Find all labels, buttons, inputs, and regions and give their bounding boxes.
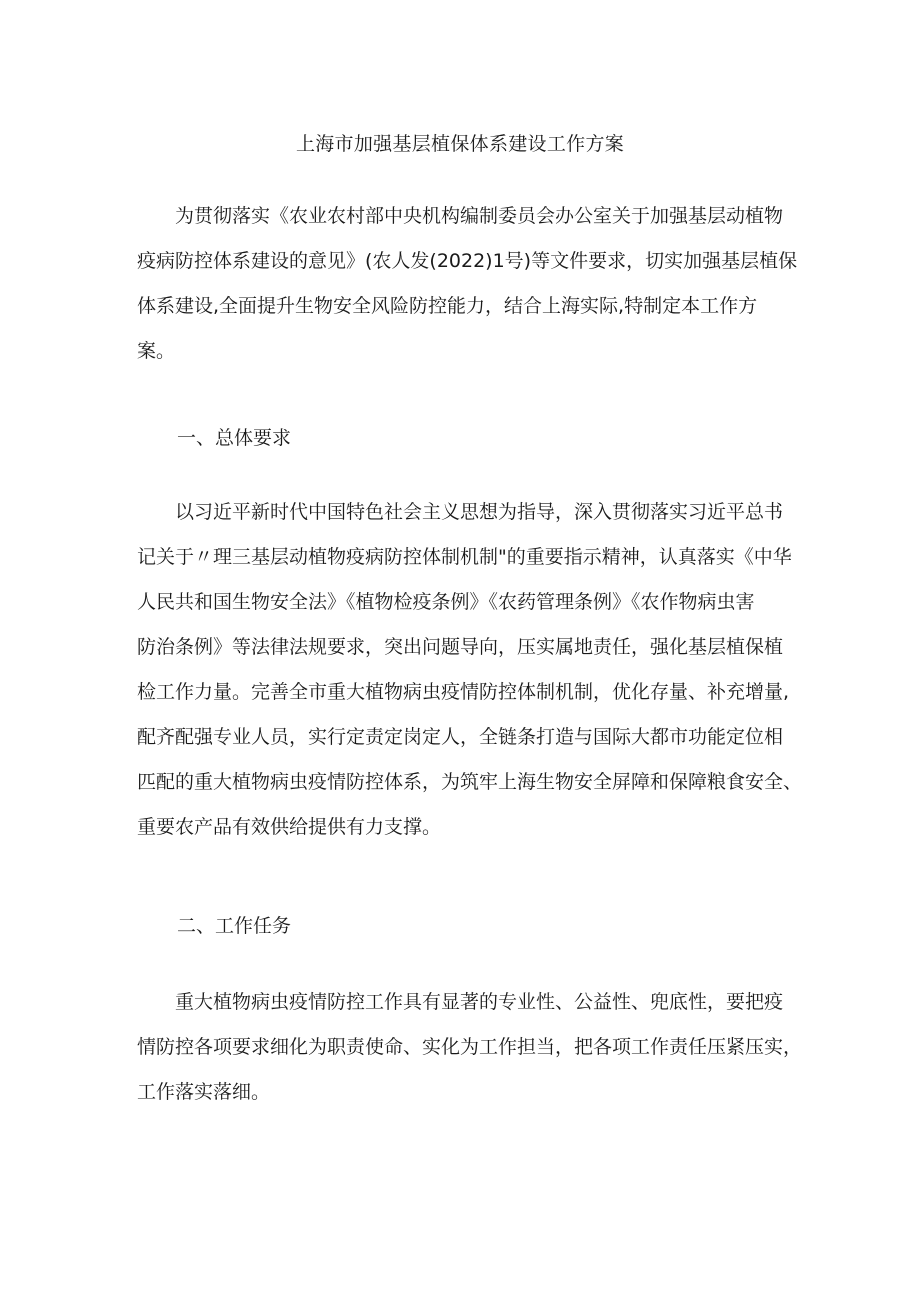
paragraph-line: 情防控各项要求细化为职责使命、实化为工作担当，把各项工作责任压紧压实，	[137, 1036, 803, 1058]
paragraph-line: 案。	[137, 340, 176, 362]
paragraph-line: 疫病防控体系建设的意见》(农人发(2022)1号)等文件要求，切实加强基层植保	[137, 250, 798, 272]
paragraph-line: 人民共和国生物安全法》《植物检疫条例》《农药管理条例》《农作物病虫害	[137, 591, 755, 613]
paragraph-line: 匹配的重大植物病虫疫情防控体系，为筑牢上海生物安全屏障和保障粮食安全、	[137, 771, 803, 793]
section-heading-work-tasks: 二、工作任务	[177, 915, 292, 937]
section-heading-overall-requirements: 一、总体要求	[177, 427, 292, 449]
paragraph-line: 体系建设,全面提升生物安全风险防控能力，结合上海实际,特制定本工作方	[137, 295, 758, 317]
section1-paragraph	[137, 490, 803, 850]
paragraph-line: 重要农产品有效供给提供有力支撑。	[137, 816, 442, 838]
paragraph-line: 防治条例》等法律法规要求，突出问题导向，压实属地责任，强化基层植保植	[137, 636, 784, 658]
section2-paragraph	[137, 980, 803, 1115]
intro-paragraph	[137, 194, 797, 374]
paragraph-line: 重大植物病虫疫情防控工作具有显著的专业性、公益性、兜底性，要把疫	[137, 991, 784, 1013]
paragraph-line: 配齐配强专业人员，实行定责定岗定人，全链条打造与国际大都市功能定位相	[137, 726, 784, 748]
document-title: 上海市加强基层植保体系建设工作方案	[295, 133, 625, 155]
paragraph-line: 检工作力量。完善全市重大植物病虫疫情防控体制机制，优化存量、补充增量,	[137, 681, 790, 703]
paragraph-line: 工作落实落细。	[137, 1081, 271, 1103]
paragraph-line: 记关于〃理三基层动植物疫病防控体制机制"的重要指示精神，认真落实《中华	[137, 546, 792, 568]
paragraph-line: 为贯彻落实《农业农村部中央机构编制委员会办公室关于加强基层动植物	[137, 205, 784, 227]
paragraph-line: 以习近平新时代中国特色社会主义思想为指导，深入贯彻落实习近平总书	[137, 501, 784, 523]
